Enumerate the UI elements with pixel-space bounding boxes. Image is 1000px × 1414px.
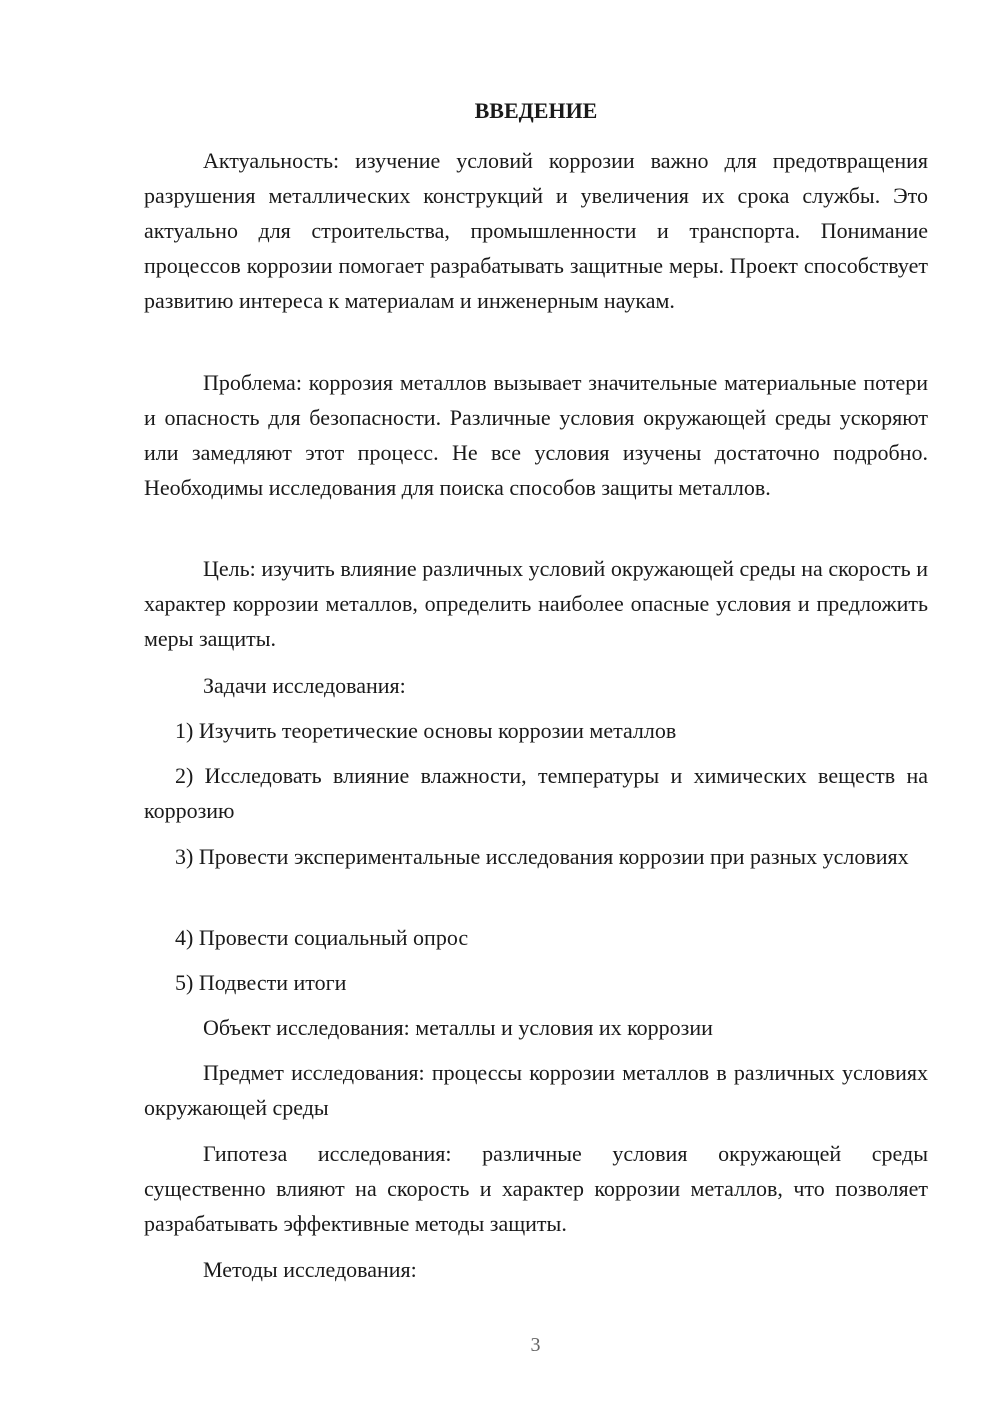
list-item: 1) Изучить теоретические основы коррозии металлов [175,718,677,743]
tasks-heading: Задачи исследования: [203,673,406,698]
paragraph-relevance: Актуальность: изучение условий коррозии важно для предотвращения разрушения металлических конструкций и увеличения их срока службы. Это актуально для строительства, промышленности и транспорта. Понимание процессов коррозии помогает разрабатывать защитные меры. Проект способствует развитию интереса к материалам и инженерным наукам. [144,148,928,313]
list-item: 4) Провести социальный опрос [175,925,469,950]
paragraph-goal: Цель: изучить влияние различных условий окружающей среды на скорость и характер коррозии металлов, определить наиболее опасные условия и предложить меры защиты. [144,556,928,651]
page-number: 3 [530,1334,541,1356]
page-title: ВВЕДЕНИЕ [474,98,598,123]
paragraph-hypothesis: Гипотеза исследования: различные условия окружающей среды существенно влияют на скорость и характер коррозии металлов, что позволяет разрабатывать эффективные методы защиты. [144,1141,928,1236]
paragraph-subject: Предмет исследования: процессы коррозии металлов в различных условиях окружающей среды [144,1060,928,1120]
paragraph-object: Объект исследования: металлы и условия их коррозии [203,1015,713,1040]
list-item: 5) Подвести итоги [175,970,347,995]
list-item: 3) Провести экспериментальные исследования коррозии при разных условиях [175,844,909,869]
paragraph-methods: Методы исследования: [203,1257,417,1282]
list-item: 2) Исследовать влияние влажности, температуры и химических веществ на коррозию [144,763,928,823]
paragraph-problem: Проблема: коррозия металлов вызывает значительные материальные потери и опасность для безопасности. Различные условия окружающей среды ускоряют или замедляют этот процесс. Не все условия изучены достаточно подробно. Необходимы исследования для поиска способов защиты металлов. [144,370,928,500]
